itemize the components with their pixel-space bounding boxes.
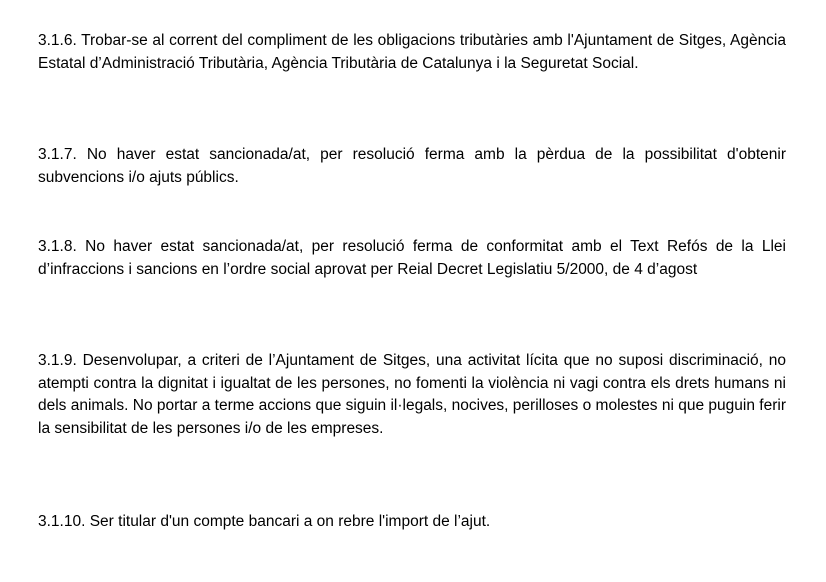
clause-3-1-10: 3.1.10. Ser titular d'un compte bancari a on rebre l'import de l’ajut.	[38, 513, 491, 530]
clause-3-1-9: 3.1.9. Desenvolupar, a criteri de l’Ajuntament de Sitges, una activitat lícita que no suposi discriminació, no atempti contra la dignitat i igualtat de les persones, no fomenti la violència ni vagi contra els drets humans ni dels animals. No portar a terme accions que siguin il·legals, nocives, perilloses o molestes ni que puguin ferir la sensibilitat de les persones i/o de les empreses.	[38, 352, 786, 437]
clause-3-1-8: 3.1.8. No haver estat sancionada/at, per resolució ferma de conformitat amb el Text Refós de la Llei d’infraccions i sancions en l’ordre social aprovat per Reial Decret Legislatiu 5/2000, de 4 d’agost	[38, 238, 786, 278]
clause-3-1-6: 3.1.6. Trobar-se al corrent del compliment de les obligacions tributàries amb l'Ajuntament de Sitges, Agència Estatal d’Administració Tributària, Agència Tributària de Catalunya i la Seguretat Social.	[38, 32, 786, 72]
clause-3-1-7: 3.1.7. No haver estat sancionada/at, per resolució ferma amb la pèrdua de la possibilitat d'obtenir subvencions i/o ajuts públics.	[38, 146, 786, 186]
